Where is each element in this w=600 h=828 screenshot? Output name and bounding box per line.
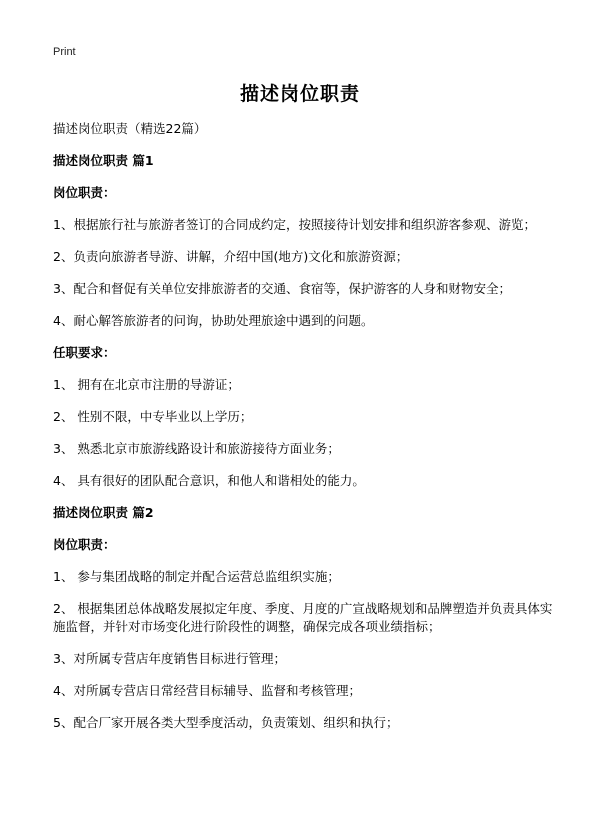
section-1-duty-heading: 岗位职责：	[53, 185, 116, 200]
section-1-duty-item-4: 4、耐心解答旅游者的问询，协助处理旅途中遇到的问题。	[53, 313, 374, 328]
section-2-duty-heading: 岗位职责：	[53, 537, 116, 552]
section-1-duty-item-2: 2、负责向旅游者导游、讲解，介绍中国(地方)文化和旅游资源；	[53, 249, 409, 264]
section-1-requirement-item-1: 1、 拥有在北京市注册的导游证；	[53, 377, 240, 392]
section-2-duty-item-3: 3、对所属专营店年度销售目标进行管理；	[53, 651, 286, 666]
section-2-title: 描述岗位职责 篇2	[53, 505, 154, 520]
section-1-title: 描述岗位职责 篇1	[53, 153, 154, 168]
document-body	[53, 120, 553, 744]
section-1-requirement-item-2: 2、 性别不限，中专毕业以上学历；	[53, 409, 253, 424]
section-2-duty-item-1: 1、 参与集团战略的制定并配合运营总监组织实施；	[53, 569, 340, 584]
section-1-duty-item-1: 1、根据旅行社与旅游者签订的合同成约定，按照接待计划安排和组织游客参观、游览；	[53, 217, 536, 232]
section-1-requirements-heading: 任职要求：	[53, 345, 116, 360]
section-2-duty-item-5: 5、配合厂家开展各类大型季度活动，负责策划、组织和执行；	[53, 715, 399, 730]
document-subtitle: 描述岗位职责（精选22篇）	[53, 121, 207, 136]
section-2-duty-item-2: 2、 根据集团总体战略发展拟定年度、季度、月度的广宣战略规划和品牌塑造并负责具体实施监督，并针对市场变化进行阶段性的调整，确保完成各项业绩指标；	[53, 601, 553, 634]
print-label: Print	[53, 46, 76, 58]
section-2-duty-item-4: 4、对所属专营店日常经营目标辅导、监督和考核管理；	[53, 683, 361, 698]
section-1-requirement-item-3: 3、 熟悉北京市旅游线路设计和旅游接待方面业务；	[53, 441, 340, 456]
section-1-duty-item-3: 3、配合和督促有关单位安排旅游者的交通、食宿等，保护游客的人身和财物安全；	[53, 281, 511, 296]
section-1-requirement-item-4: 4、 具有很好的团队配合意识，和他人和谐相处的能力。	[53, 473, 365, 488]
page-title: 描述岗位职责	[239, 83, 360, 105]
